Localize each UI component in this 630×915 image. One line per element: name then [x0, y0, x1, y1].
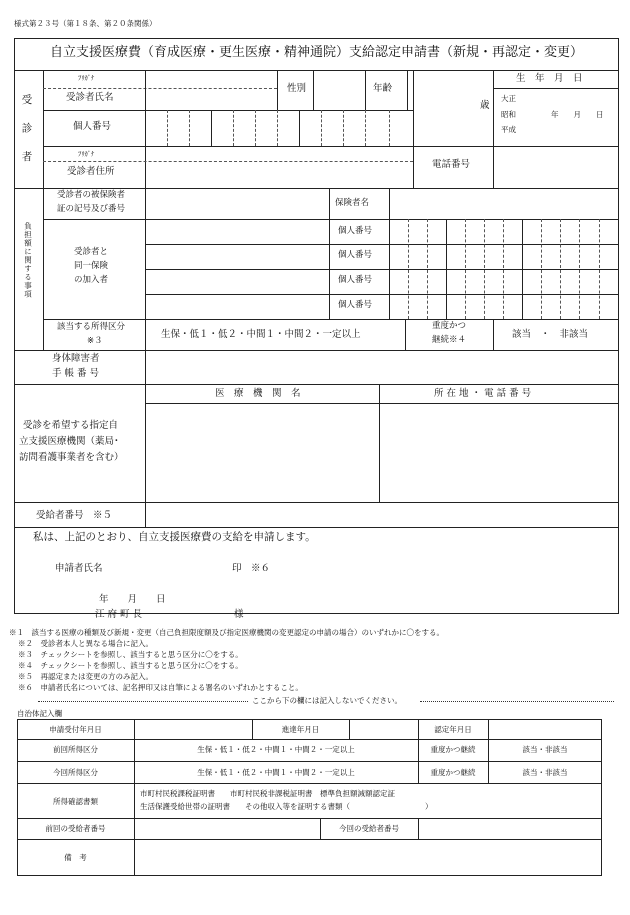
remarks-label: 備 考 [64, 853, 87, 862]
institution-label-1: 受診を希望する指定自 [23, 420, 119, 431]
docs-line-2: 生活保護受給世帯の証明書 その他収入等を証明する書類（ ） [140, 802, 433, 811]
curr-income-options: 生保・低１・低２・中間１・中間２・一定以上 [197, 768, 355, 777]
cut-line-text: ここから下の欄には記入しないでください。 [252, 696, 402, 705]
member-personal-no-2: 個人番号 [338, 250, 373, 260]
docs-line-1: 市町村民税課税証明書 市町村民税非課税証明書 標準負担額減額認定証 [140, 789, 395, 798]
insured-label-1: 受診者の被保険者 [57, 190, 126, 200]
declaration-text: 私は、上記のとおり、自立支援医療費の支給を申請します。 [33, 531, 316, 543]
prev-severe-options: 該当・非該当 [522, 745, 568, 754]
curr-severe-label: 重度かつ継続 [430, 768, 476, 777]
form-title: 自立支援医療費（育成医療・更生医療・精神通院）支給認定申請書（新規・再認定・変更） [49, 45, 583, 60]
note-2: ※２ 受診者本人と異なる場合に記入。 [18, 639, 153, 648]
income-options: 生保・低１・低２・中間１・中間２・一定以上 [161, 329, 361, 340]
curr-income-label: 今回所得区分 [53, 768, 98, 777]
cert-date-label: 認定年月日 [434, 725, 472, 734]
docs-label: 所得確認書類 [53, 797, 98, 806]
member-label-3: の加入者 [74, 275, 109, 285]
section-burden: 負担額に関する事項 [23, 222, 33, 299]
member-personal-no-4: 個人番号 [338, 300, 373, 310]
note-3: ※３ チェックシートを参照し、該当すると思う区分に〇をする。 [18, 650, 243, 659]
prev-income-label: 前回所得区分 [53, 745, 98, 754]
institution-label-2: 立支援医療機関（薬局･ [19, 436, 119, 447]
recipient-no-label: 受給者番号 ※５ [36, 510, 113, 521]
note-4: ※４ チェックシートを参照し、該当すると思う区分に〇をする。 [18, 661, 243, 670]
applicant-label: 申請者氏名 [55, 563, 103, 574]
era-heisei: 平成 [501, 125, 516, 134]
note-5: ※５ 再認定または変更の方のみ記入。 [18, 672, 153, 681]
dob-label: 生 年 月 日 [516, 73, 583, 84]
dob-ymd: 年 月 日 [551, 110, 604, 119]
institution-address-header: 所 在 地 ・ 電 話 番 号 [434, 388, 532, 399]
note-1: ※１ 該当する医療の種類及び新規・変更（自己負担限度額及び指定医療機関の変更認定の申請の場合）のいずれかに〇をする。 [9, 628, 444, 637]
curr-severe-options: 該当・非該当 [522, 768, 568, 777]
mayor-label: 江 府 町 長 [95, 609, 143, 620]
seal-label: 印 ※６ [232, 563, 271, 574]
patient-name-label: 受診者氏名 [66, 92, 114, 103]
sex-label: 性別 [287, 83, 307, 94]
phone-label: 電話番号 [432, 159, 471, 170]
income-label-2: ※３ [87, 336, 103, 346]
member-personal-no-1: 個人番号 [338, 226, 373, 236]
institution-name-header: 医 療 機 関 名 [215, 388, 301, 399]
date-label: 年 月 日 [99, 594, 166, 605]
severe-label-1: 重度かつ [432, 321, 467, 331]
era-showa: 昭和 [501, 110, 516, 119]
prev-no-label: 前回の受給者番号 [45, 824, 106, 833]
income-label-1: 該当する所得区分 [57, 322, 126, 332]
prev-income-options: 生保・低１・低２・中間１・中間２・一定以上 [197, 745, 355, 754]
member-label-1: 受診者と [74, 247, 109, 257]
disability-card-label-1: 身体障害者 [52, 353, 100, 364]
disability-card-label-2: 手 帳 番 号 [52, 368, 100, 379]
severe-label-2: 継続※４ [432, 335, 467, 345]
age-unit: 歳 [480, 100, 490, 111]
furigana-label-1: ﾌﾘｶﾞﾅ [78, 74, 95, 82]
insured-label-2: 証の記号及び番号 [57, 204, 126, 214]
office-heading: 自治体記入欄 [17, 709, 62, 718]
honorific-label: 様 [234, 609, 244, 620]
accept-date-label: 申請受付年月日 [49, 725, 102, 734]
era-taisho: 大正 [501, 94, 516, 103]
address-label: 受診者住所 [67, 166, 115, 177]
section-patient: 受診者 [20, 94, 33, 180]
personal-no-label: 個人番号 [73, 121, 112, 132]
progress-date-label: 進達年月日 [281, 725, 320, 734]
severe-options: 該当 ・ 非該当 [512, 329, 589, 340]
note-6: ※６ 申請者氏名については、記名押印又は自筆による署名のいずれかとすること。 [18, 683, 303, 692]
age-label: 年齢 [373, 83, 393, 94]
member-personal-no-3: 個人番号 [338, 275, 373, 285]
curr-no-label: 今回の受給者番号 [339, 824, 399, 833]
prev-severe-label: 重度かつ継続 [430, 745, 476, 754]
form-id: 様式第２３号（第１８条、第２０条関係） [14, 19, 157, 28]
member-label-2: 同一保険 [74, 261, 109, 271]
furigana-label-2: ﾌﾘｶﾞﾅ [78, 150, 95, 158]
institution-label-3: 訪問看護事業者を含む） [19, 452, 124, 463]
insurer-label: 保険者名 [335, 198, 370, 208]
